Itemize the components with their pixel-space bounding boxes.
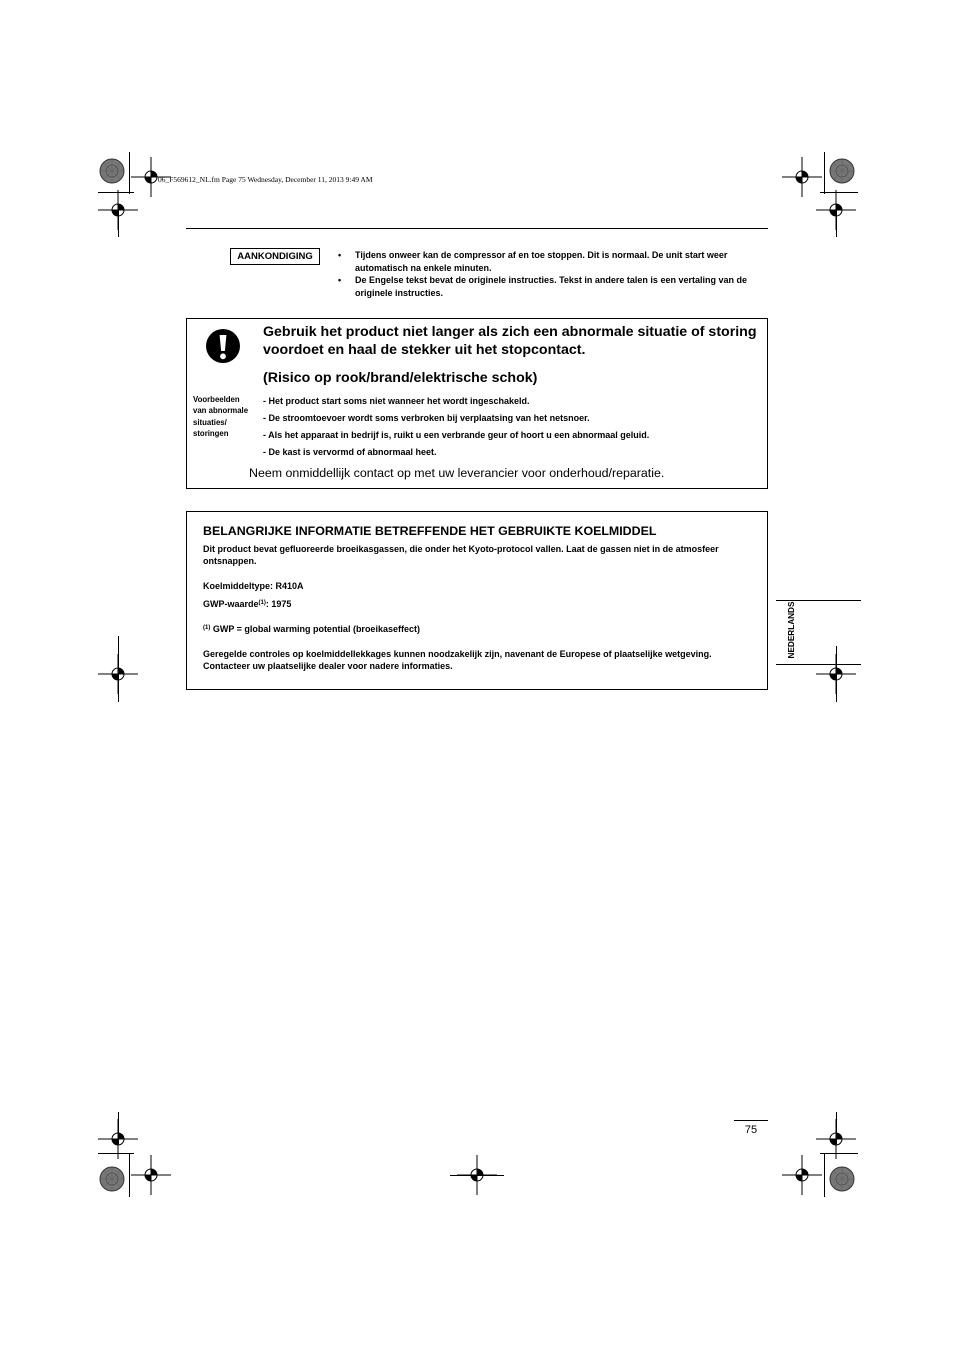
color-disc-mark-icon bbox=[829, 1166, 855, 1192]
list-item: - De stroomtoevoer wordt soms verbroken bij verplaatsing van het netsnoer. bbox=[263, 413, 590, 423]
warning-box bbox=[186, 318, 768, 489]
gwp-footnote: $^{(1)}$ GWP = global warming potential (broeikaseffect) bbox=[203, 624, 420, 634]
crop-line bbox=[129, 1153, 130, 1197]
crop-line bbox=[836, 1112, 837, 1144]
page-number: 75 bbox=[744, 1124, 758, 1136]
notice-tag: AANKONDIGING bbox=[230, 248, 320, 265]
crop-line bbox=[118, 1112, 119, 1144]
crop-line bbox=[98, 192, 134, 193]
exclamation-circle-icon bbox=[205, 328, 241, 364]
crop-line bbox=[118, 205, 119, 237]
crop-line bbox=[820, 192, 858, 193]
crop-line bbox=[820, 1153, 858, 1154]
crop-line bbox=[824, 1153, 825, 1197]
refrigerant-intro: Dit product bevat gefluoreerde broeikasgassen, die onder het Kyoto-protocol vallen. Laat de gassen niet in de atmosfeer ontsnappen. bbox=[203, 544, 719, 566]
contact-instruction: Neem onmiddellijk contact op met uw leverancier voor onderhoud/reparatie. bbox=[249, 466, 665, 480]
notice-item: • De Engelse tekst bevat de originele instructies. Tekst in andere talen is een vertaling van de originele instructies. bbox=[338, 275, 747, 298]
list-item: - Het product start soms niet wanneer het wordt ingeschakeld. bbox=[263, 396, 530, 406]
examples-side-label: Voorbeelden van abnormale situaties/ storingen bbox=[193, 395, 249, 438]
color-disc-mark-icon bbox=[99, 1166, 125, 1192]
color-disc-mark-icon bbox=[829, 158, 855, 184]
gwp-value-line: GWP-waarde$^{(1)}$: 1975 bbox=[203, 599, 292, 609]
notice-list bbox=[338, 249, 758, 299]
header-rule bbox=[186, 228, 768, 229]
examples-list bbox=[263, 393, 759, 461]
refrigerant-info-box bbox=[186, 511, 768, 690]
crop-line bbox=[824, 152, 825, 194]
page-number-rule bbox=[734, 1120, 768, 1121]
crop-line bbox=[450, 1175, 504, 1176]
crop-line bbox=[836, 205, 837, 237]
notice-item: • Tijdens onweer kan de compressor af en toe stoppen. Dit is normaal. De unit start weer automatisch na enkele minuten. bbox=[338, 250, 728, 273]
warning-risk: (Risico op rook/brand/elektrische schok) bbox=[263, 370, 538, 386]
registration-mark-icon bbox=[782, 1155, 822, 1195]
registration-mark-icon bbox=[131, 1155, 171, 1195]
refrigerant-title: BELANGRIJKE INFORMATIE BETREFFENDE HET GEBRUIKTE KOELMIDDEL bbox=[203, 524, 657, 538]
crop-line bbox=[118, 636, 119, 702]
warning-title: Gebruik het product niet langer als zich een abnormale situatie of storing voordoet en haal de stekker uit het stopcontact. bbox=[263, 324, 757, 358]
regulation-note: Geregelde controles op koelmiddellekkages kunnen noodzakelijk zijn, navenant de Europese of plaatselijke wetgeving. Contacteer uw plaatselijke dealer voor nadere informaties. bbox=[203, 649, 712, 671]
list-item: - De kast is vervormd of abnormaal heet. bbox=[263, 447, 437, 457]
file-info-header: 06_F569612_NL.fm Page 75 Wednesday, December 11, 2013 9:49 AM bbox=[158, 175, 373, 184]
crop-line bbox=[836, 646, 837, 702]
language-side-tab: NEDERLANDS bbox=[787, 601, 796, 659]
crop-line bbox=[129, 152, 130, 194]
refrigerant-type: Koelmiddeltype: R410A bbox=[203, 581, 304, 591]
list-item: - Als het apparaat in bedrijf is, ruikt u een verbrande geur of hoort u een abnormaal geluid. bbox=[263, 430, 650, 440]
color-disc-mark-icon bbox=[99, 158, 125, 184]
crop-line bbox=[98, 1153, 134, 1154]
